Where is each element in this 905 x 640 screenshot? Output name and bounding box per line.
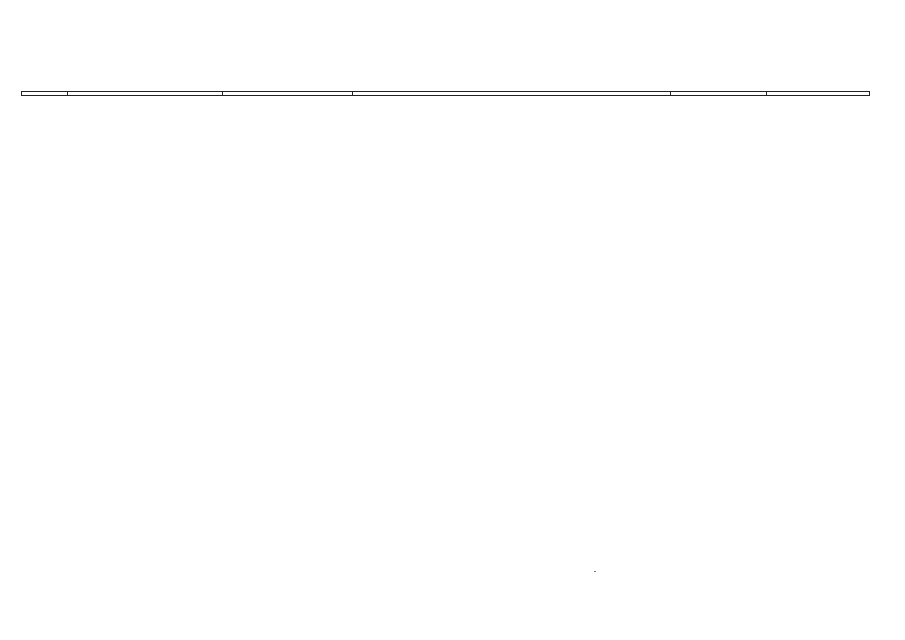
projects-table: [21, 91, 870, 96]
header-initiator: [223, 92, 353, 96]
table-header-row: [22, 92, 870, 96]
header-municipality: [68, 92, 223, 96]
header-number: [22, 92, 68, 96]
scan-artifact: [594, 571, 596, 572]
header-subsidy-amount: [671, 92, 767, 96]
header-industry: [767, 92, 870, 96]
header-project-name: [353, 92, 671, 96]
